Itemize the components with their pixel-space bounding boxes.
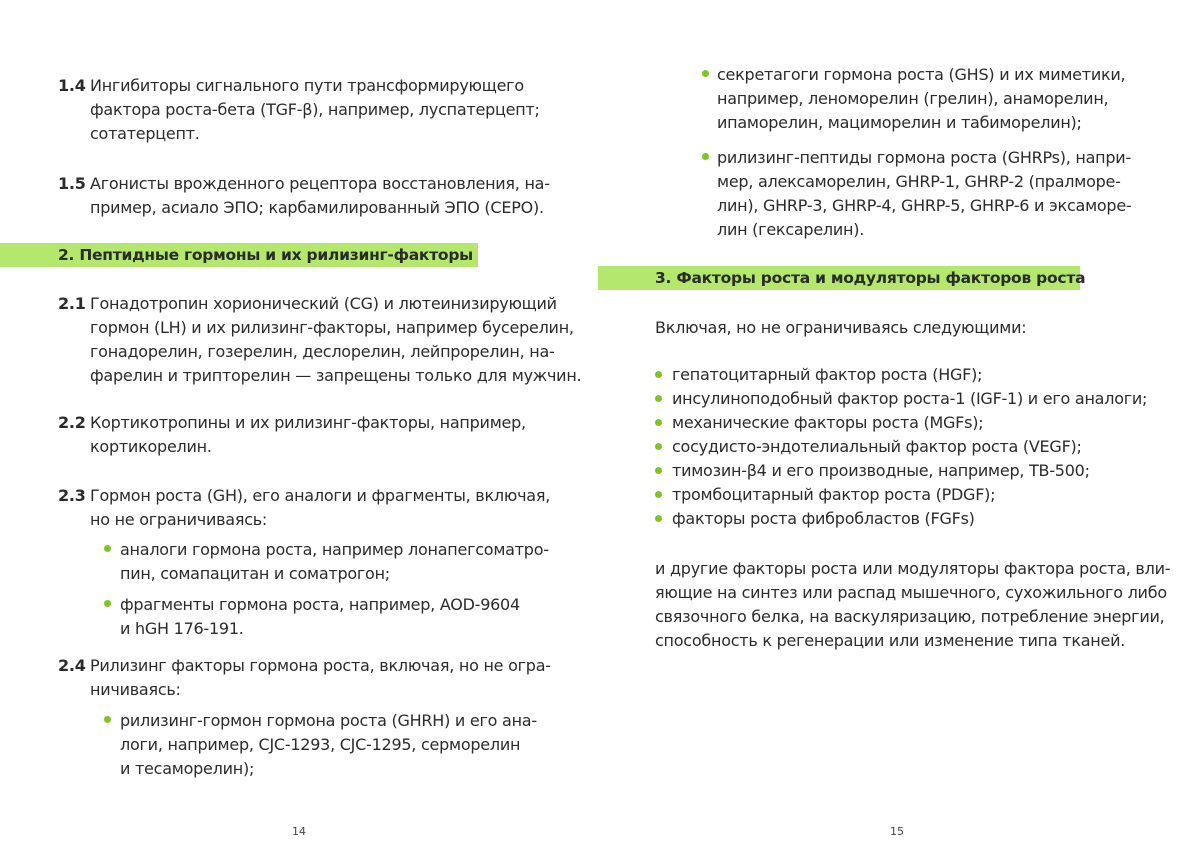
list-item: тимозин-β4 и его производные, например, TB-500; — [672, 461, 1090, 480]
item-number: 2.1 — [58, 294, 86, 313]
bullet-icon — [655, 491, 662, 498]
closing-text-line: яющие на синтез или распад мышечного, сухожильного либо — [655, 583, 1167, 602]
item-text-line: Гонадотропин хорионический (CG) и лютеинизирующий — [90, 294, 557, 313]
bullet-icon — [702, 70, 709, 77]
list-item: тромбоцитарный фактор роста (PDGF); — [672, 485, 996, 504]
section-heading-bar — [598, 266, 1086, 290]
item-number: 2.4 — [58, 656, 86, 675]
list-item: сосудисто-эндотелиальный фактор роста (VEGF); — [672, 437, 1082, 456]
closing-text-line: и другие факторы роста или модуляторы фактора роста, вли- — [655, 559, 1171, 578]
item-text-line: гормон (LH) и их рилизинг-факторы, например бусерелин, — [90, 318, 574, 337]
item-text-line: пример, асиало ЭПО; карбамилированный ЭПО (CEPO). — [90, 198, 544, 217]
item-text-line: ничиваясь: — [90, 680, 181, 699]
bullet-text-line: и hGH 176-191. — [120, 619, 244, 638]
item-text-line: Рилизинг факторы гормона роста, включая, но не огра- — [90, 656, 551, 675]
bullet-text-line: лин (гексарелин). — [717, 220, 865, 239]
item-text-line: фарелин и трипторелин — запрещены только для мужчин. — [90, 366, 582, 385]
section-heading-bar — [0, 243, 478, 267]
item-text-line: Гормон роста (GH), его аналоги и фрагменты, включая, — [90, 486, 551, 505]
bullet-icon — [104, 600, 111, 607]
item-number: 2.2 — [58, 413, 86, 432]
bullet-text-line: например, леноморелин (грелин), анаморелин, — [717, 89, 1109, 108]
bullet-icon — [104, 716, 111, 723]
list-item: гепатоцитарный фактор роста (HGF); — [672, 365, 983, 384]
item-text-line: фактора роста-бета (TGF-β), например, луспатерцепт; — [90, 100, 540, 119]
bullet-text-line: мер, алексаморелин, GHRP-1, GHRP-2 (пралморе- — [717, 172, 1121, 191]
closing-text-line: способность к регенерации или изменение типа тканей. — [655, 631, 1126, 650]
bullet-text-line: и тесаморелин); — [120, 759, 255, 778]
list-item: инсулиноподобный фактор роста-1 (IGF-1) и его аналоги; — [672, 389, 1148, 408]
bullet-icon — [655, 467, 662, 474]
item-text-line: сотатерцепт. — [90, 124, 200, 143]
bullet-icon — [655, 419, 662, 426]
item-number: 2.3 — [58, 486, 86, 505]
item-number: 1.5 — [58, 174, 86, 193]
item-number: 1.4 — [58, 76, 86, 95]
bullet-icon — [655, 395, 662, 402]
bullet-icon — [104, 545, 111, 552]
bullet-icon — [655, 515, 662, 522]
bullet-icon — [655, 371, 662, 378]
bullet-text-line: ипаморелин, мациморелин и табиморелин); — [717, 113, 1082, 132]
page-number: 15 — [890, 825, 904, 838]
section-heading: 2. Пептидные гормоны и их рилизинг-факторы — [58, 246, 473, 264]
item-text-line: Кортикотропины и их рилизинг-факторы, например, — [90, 413, 526, 432]
closing-text-line: связочного белка, на васкуляризацию, потребление энергии, — [655, 607, 1165, 626]
bullet-text-line: фрагменты гормона роста, например, AOD-9604 — [120, 595, 520, 614]
bullet-text-line: рилизинг-гормон гормона роста (GHRH) и его ана- — [120, 711, 537, 730]
bullet-text-line: логи, например, CJC-1293, CJC-1295, серморелин — [120, 735, 521, 754]
section-heading: 3. Факторы роста и модуляторы факторов роста — [655, 269, 1086, 287]
item-text-line: кортикорелин. — [90, 437, 212, 456]
list-item: механические факторы роста (MGFs); — [672, 413, 984, 432]
page-number: 14 — [292, 825, 306, 838]
intro-text: Включая, но не ограничиваясь следующими: — [655, 318, 1027, 337]
bullet-icon — [655, 443, 662, 450]
bullet-text-line: аналоги гормона роста, например лонапегсоматро- — [120, 540, 549, 559]
bullet-text-line: рилизинг-пептиды гормона роста (GHRPs), напри- — [717, 148, 1131, 167]
bullet-text-line: секретагоги гормона роста (GHS) и их миметики, — [717, 65, 1126, 84]
bullet-icon — [702, 153, 709, 160]
item-text-line: Ингибиторы сигнального пути трансформирующего — [90, 76, 524, 95]
bullet-text-line: лин), GHRP-3, GHRP-4, GHRP-5, GHRP-6 и эксаморе- — [717, 196, 1132, 215]
item-text-line: но не ограничиваясь: — [90, 510, 268, 529]
item-text-line: гонадорелин, гозерелин, деслорелин, лейпрорелин, на- — [90, 342, 555, 361]
right-page — [600, 0, 1199, 848]
item-text-line: Агонисты врожденного рецептора восстановления, на- — [90, 174, 550, 193]
list-item: факторы роста фибробластов (FGFs) — [672, 509, 975, 528]
bullet-text-line: пин, сомапацитан и соматрогон; — [120, 564, 390, 583]
